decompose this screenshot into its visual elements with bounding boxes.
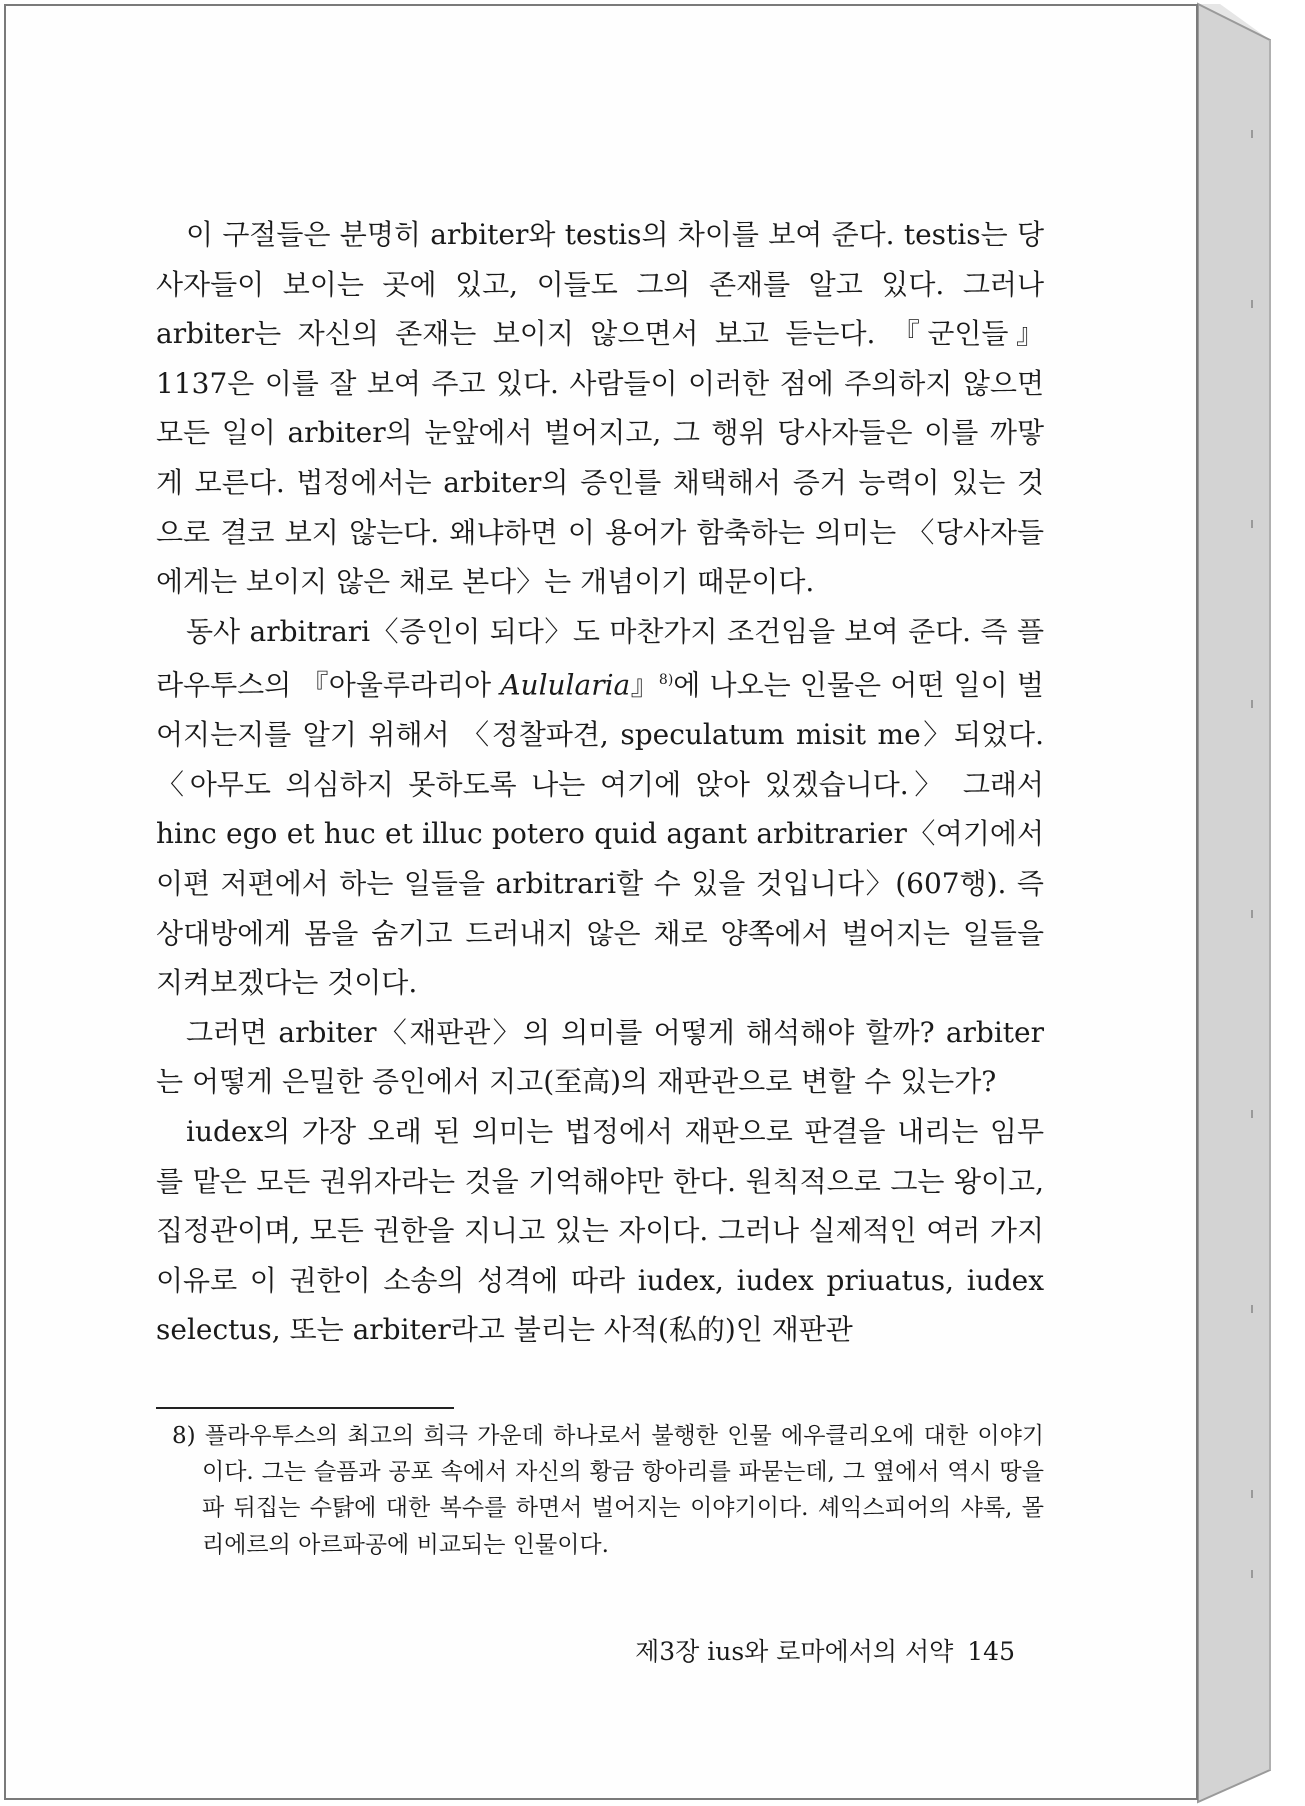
footnote-text: 플라우투스의 최고의 희극 가운데 하나로서 불행한 인물 에우클리오에 대한 이야기이다. 그는 슬픔과 공포 속에서 자신의 황금 항아리를 파묻는데, 그 옆에서 역시 땅을 파 뒤집는 수탉에 대한 복수를 하면서 벌어지는 이야기이다. 셰익스피어의 샤록, 몰리에르의 아르파공에 비교되는 인물이다.: [202, 1423, 1045, 1558]
paragraph-4: iudex의 가장 오래 된 의미는 법정에서 재판으로 판결을 내리는 임무를 맡은 모든 권위자라는 것을 기억해야만 한다. 원칙적으로 그는 왕이고, 집정관이며, 모든 권한을 지니고 있는 자이다. 그러나 실제적인 여러 가지 이유로 이 권한이 소송의 성격에 따라 iudex, iudex priuatus, iudex selectus, 또는 arbiter라고 불리는 사적(私的)인 재판관: [156, 1115, 1044, 1347]
running-footer: [635, 1632, 1015, 1668]
paragraph-2-after: 에 나오는 인물은 어떤 일이 벌어지는지를 알기 위해서 〈정찰파견, speculatum misit me〉되었다. 〈아무도 의심하지 못하도록 나는 여기에 앉아 있겠습니다.〉 그래서 hinc ego et huc et illuc potero quid agant arbitrarier〈여기에서 이편 저편에서 하는 일들을 arbitrari할 수 있을 것입니다〉(607행). 즉 상대방에게 몸을 숨기고 드러내지 않은 채로 양쪽에서 벌어지는 일들을 지켜보겠다는 것이다.: [156, 668, 1044, 1000]
footnotes: [172, 1418, 1044, 1563]
title-close-bracket: 』: [630, 668, 659, 702]
paragraph-2-before: 동사 arbitrari〈증인이 되다〉도 마찬가지 조건임을 보여 준다. 즉 플라우투스의 『아울루라리아: [156, 614, 1044, 702]
chapter-title: 제3장 ius와 로마에서의 서약: [635, 1637, 954, 1666]
footnote-divider: [156, 1407, 454, 1409]
footnote-8: [172, 1418, 1044, 1563]
footnote-marker: 8): [658, 672, 674, 689]
spine-side-face: [1198, 4, 1270, 1802]
title-aulularia: Aulularia: [500, 668, 631, 702]
footnote-number: 8): [172, 1423, 196, 1449]
paragraph-1: 이 구절들은 분명히 arbiter와 testis의 차이를 보여 준다. testis는 당사자들이 보이는 곳에 있고, 이들도 그의 존재를 알고 있다. 그러나 arbiter는 자신의 존재는 보이지 않으면서 보고 듣는다. 『군인들』 1137은 이를 잘 보여 주고 있다. 사람들이 이러한 점에 주의하지 않으면 모든 일이 arbiter의 눈앞에서 벌어지고, 그 행위 당사자들은 이를 까맣게 모른다. 법정에서는 arbiter의 증인를 채택해서 증거 능력이 있는 것으로 결코 보지 않는다. 왜냐하면 이 용어가 함축하는 의미는 〈당사자들에게는 보이지 않은 채로 본다〉는 개념이기 때문이다.: [156, 218, 1044, 599]
paragraph-3: 그러면 arbiter〈재판관〉의 의미를 어떻게 해석해야 할까? arbiter는 어떻게 은밀한 증인에서 지고(至高)의 재판관으로 변할 수 있는가?: [156, 1015, 1044, 1099]
page-number: 145: [967, 1637, 1015, 1666]
body-text: [156, 210, 1044, 1355]
paragraph-2: [156, 607, 1044, 1008]
